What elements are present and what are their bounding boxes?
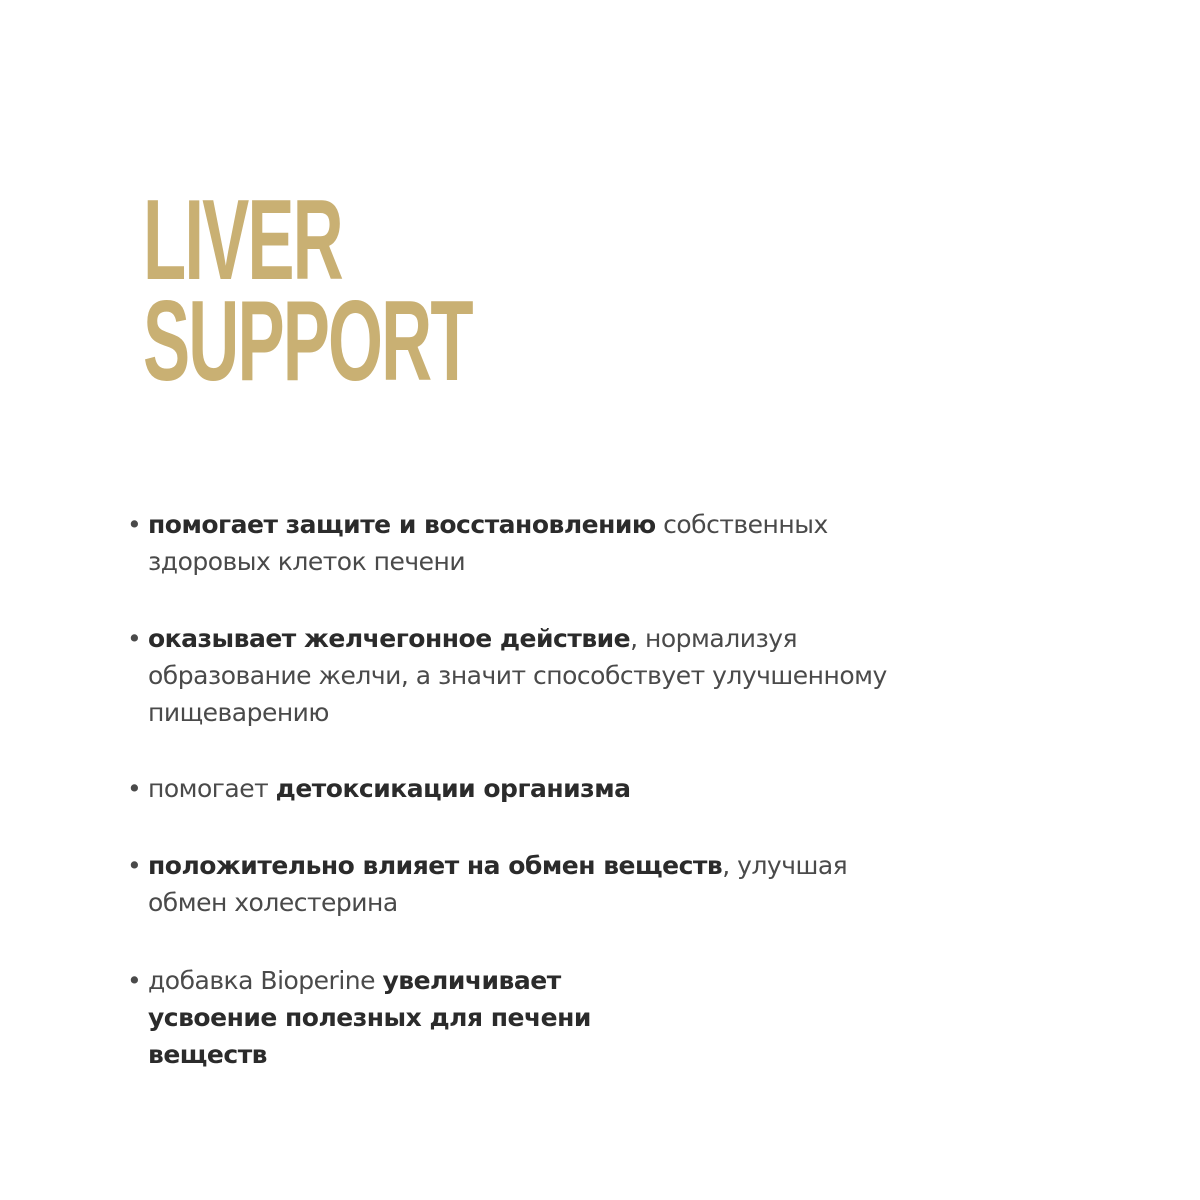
benefit-text <box>148 962 591 1073</box>
bullet-icon: • <box>127 851 142 880</box>
benefit-regular-text: помогает <box>148 774 276 803</box>
benefit-regular-text: образование желчи, а значит способствует улучшенному <box>148 661 887 690</box>
benefit-item <box>124 506 828 580</box>
benefit-regular-text: пищеварению <box>148 698 329 727</box>
benefit-line <box>148 543 828 580</box>
benefit-bold-text: веществ <box>148 1040 267 1069</box>
benefit-text <box>148 770 631 807</box>
benefit-item <box>124 962 591 1073</box>
bullet-icon: • <box>127 774 142 803</box>
benefit-item <box>124 847 847 921</box>
benefit-bold-text: усвоение полезных для печени <box>148 1003 591 1032</box>
benefit-regular-text: собственных <box>655 510 828 539</box>
benefit-text <box>148 620 887 731</box>
page-title-line-2: SUPPORT <box>143 278 472 405</box>
bullet-icon: • <box>127 624 142 653</box>
benefit-bold-text: оказывает желчегонное действие <box>148 624 631 653</box>
benefit-line <box>148 694 887 731</box>
benefit-line <box>148 620 887 657</box>
benefit-line <box>148 770 631 807</box>
benefit-bold-text: увеличивает <box>382 966 561 995</box>
benefit-regular-text: добавка Bioperine <box>148 966 383 995</box>
benefit-bold-text: положительно влияет на обмен веществ <box>148 851 723 880</box>
benefit-text <box>148 506 828 580</box>
benefit-regular-text: обмен холестерина <box>148 888 398 917</box>
benefit-text <box>148 847 847 921</box>
benefit-line <box>148 1036 591 1073</box>
benefit-line <box>148 657 887 694</box>
benefit-regular-text: здоровых клеток печени <box>148 547 466 576</box>
benefit-regular-text: , нормализуя <box>630 624 798 653</box>
benefit-item <box>124 770 631 807</box>
bullet-icon: • <box>127 966 142 995</box>
page-title-line-1: LIVER <box>143 177 342 304</box>
benefit-item <box>124 620 887 731</box>
benefit-bold-text: помогает защите и восстановлению <box>148 510 656 539</box>
benefit-line <box>148 884 847 921</box>
benefit-line <box>148 962 591 999</box>
benefit-line <box>148 506 828 543</box>
benefit-bold-text: детоксикации организма <box>275 774 631 803</box>
benefit-regular-text: , улучшая <box>722 851 848 880</box>
bullet-icon: • <box>127 510 142 539</box>
benefit-line <box>148 847 847 884</box>
benefit-line <box>148 999 591 1036</box>
page-title <box>143 177 472 405</box>
